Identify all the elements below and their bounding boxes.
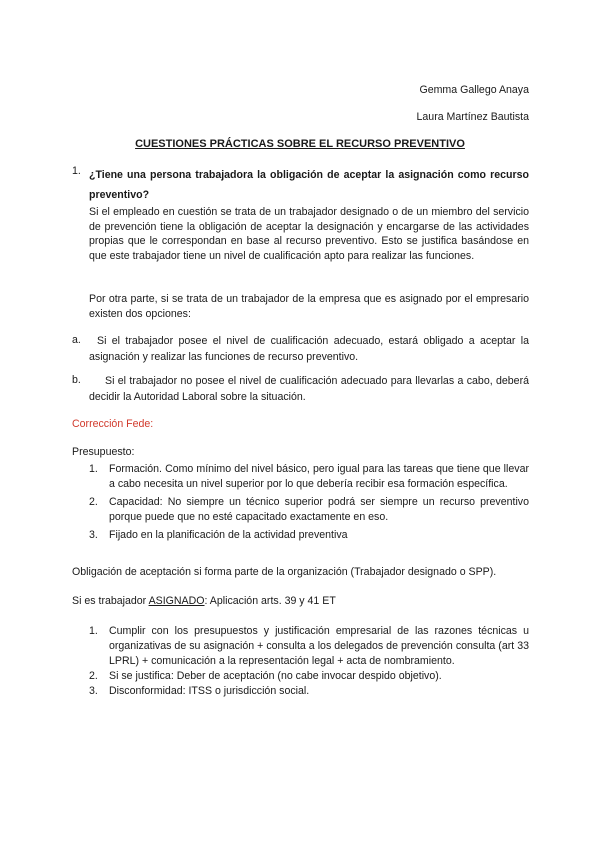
author-name: Laura Martínez Bautista	[416, 111, 529, 123]
answer-paragraph: Por otra parte, si se trata de un trabajador de la empresa que es asignado por el empresario existen dos opciones:	[89, 293, 529, 320]
asignado-list	[89, 624, 529, 699]
list-number: 2.	[89, 496, 98, 508]
asignado-line	[72, 595, 336, 607]
list-number: 3.	[89, 685, 98, 697]
list-item	[89, 684, 529, 699]
list-number: 1.	[89, 463, 98, 475]
list-item	[89, 462, 529, 492]
list-text: Disconformidad: ITSS o jurisdicción social.	[109, 685, 310, 697]
page-title: CUESTIONES PRÁCTICAS SOBRE EL RECURSO PREVENTIVO	[135, 138, 465, 150]
question-number: 1.	[72, 165, 81, 177]
list-item	[89, 495, 529, 525]
obligacion-text: Obligación de aceptación si forma parte de la organización (Trabajador designado o SPP).	[72, 566, 497, 578]
option-marker: b.	[72, 374, 81, 386]
list-number: 3.	[89, 529, 98, 541]
asignado-suffix: : Aplicación arts. 39 y 41 ET	[204, 595, 336, 607]
list-item	[89, 624, 529, 669]
question-text: ¿Tiene una persona trabajadora la obligación de aceptar la asignación como recurso preventivo?	[89, 169, 529, 201]
option-text: Si el trabajador no posee el nivel de cualificación adecuado para llevarlas a cabo, deberá decidir la Autoridad Laboral sobre la situación.	[89, 375, 529, 403]
presupuesto-list	[89, 462, 529, 543]
list-number: 1.	[89, 625, 98, 637]
correction-heading: Corrección Fede:	[72, 418, 154, 430]
list-text: Cumplir con los presupuestos y justificación empresarial de las razones técnicas u organizativas de su asignación + consulta a los delegados de prevención consulta (art 33 LPRL) + comunicación a la representación legal + acta de nombramiento.	[109, 625, 529, 667]
asignado-keyword: ASIGNADO	[148, 595, 205, 607]
asignado-prefix: Si es trabajador	[72, 595, 149, 607]
answer-paragraph: Si el empleado en cuestión se trata de un trabajador designado o de un miembro del servicio de prevención tiene la obligación de aceptar la designación y encargarse de las actividades propias que le correspondan en base al recurso preventivo. Esto se justifica basándose en que este trabajador tiene un nivel de cualificación apto para realizar las funciones.	[89, 206, 529, 262]
option-text: Si el trabajador posee el nivel de cualificación adecuado, estará obligado a aceptar la asignación y realizar las funciones de recurso preventivo.	[89, 335, 529, 363]
list-text: Capacidad: No siempre un técnico superior podrá ser siempre un recurso preventivo porque puede que no esté capacitado exactamente en eso.	[109, 496, 529, 523]
list-item	[89, 669, 529, 684]
list-text: Fijado en la planificación de la actividad preventiva	[109, 529, 348, 541]
list-text: Formación. Como mínimo del nivel básico, pero igual para las tareas que tiene que llevar a cabo necesita un nivel superior por lo que debería recibir esa formación específica.	[109, 463, 529, 490]
author-name: Gemma Gallego Anaya	[419, 84, 529, 96]
list-text: Si se justifica: Deber de aceptación (no cabe invocar despido objetivo).	[109, 670, 442, 682]
option-marker: a.	[72, 334, 81, 346]
presupuesto-label: Presupuesto:	[72, 446, 135, 458]
list-number: 2.	[89, 670, 98, 682]
list-item	[89, 528, 529, 543]
